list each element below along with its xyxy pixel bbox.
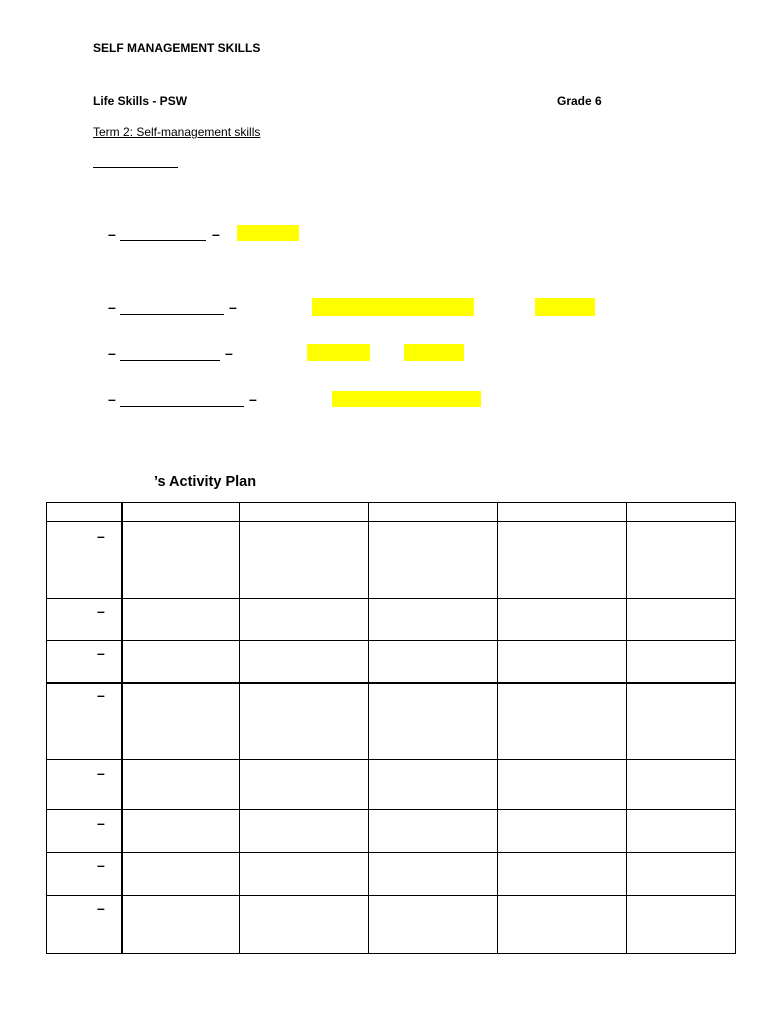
fill-in-blank — [120, 360, 220, 361]
subject-label: Life Skills - PSW — [93, 94, 188, 108]
row-divider — [47, 809, 735, 810]
fill-in-blank — [120, 406, 244, 407]
document-title: SELF MANAGEMENT SKILLS — [93, 41, 261, 55]
row-marker: – — [97, 900, 105, 916]
column-divider — [626, 503, 627, 953]
grade-label: Grade 6 — [557, 94, 602, 108]
dash-marker: – — [249, 391, 257, 407]
activity-plan-table — [46, 502, 736, 954]
column-divider — [368, 503, 369, 953]
highlight-block — [404, 344, 464, 361]
dash-marker: – — [225, 345, 233, 361]
dash-marker: – — [212, 226, 220, 242]
row-divider — [47, 640, 735, 641]
dash-marker: – — [108, 391, 116, 407]
column-divider — [497, 503, 498, 953]
name-blank-line — [93, 167, 178, 168]
highlight-block — [312, 298, 474, 316]
row-divider — [47, 895, 735, 896]
dash-marker: – — [229, 299, 237, 315]
row-marker: – — [97, 687, 105, 703]
highlight-block — [237, 225, 299, 241]
dash-marker: – — [108, 299, 116, 315]
header-row-divider — [47, 521, 735, 522]
row-divider — [47, 759, 735, 760]
row-marker: – — [97, 603, 105, 619]
row-marker: – — [97, 528, 105, 544]
row-divider — [47, 682, 735, 684]
activity-plan-title: ’s Activity Plan — [154, 474, 257, 490]
row-marker: – — [97, 857, 105, 873]
dash-marker: – — [108, 226, 116, 242]
row-divider — [47, 852, 735, 853]
dash-marker: – — [108, 345, 116, 361]
row-marker: – — [97, 815, 105, 831]
term-heading: Term 2: Self-management skills — [93, 125, 261, 139]
row-marker: – — [97, 645, 105, 661]
row-marker: – — [97, 765, 105, 781]
highlight-block — [307, 344, 370, 361]
column-divider — [239, 503, 240, 953]
fill-in-blank — [120, 314, 224, 315]
row-divider — [47, 598, 735, 599]
fill-in-blank — [120, 240, 206, 241]
column-divider — [121, 503, 123, 953]
highlight-block — [332, 391, 481, 407]
highlight-block — [535, 298, 595, 316]
